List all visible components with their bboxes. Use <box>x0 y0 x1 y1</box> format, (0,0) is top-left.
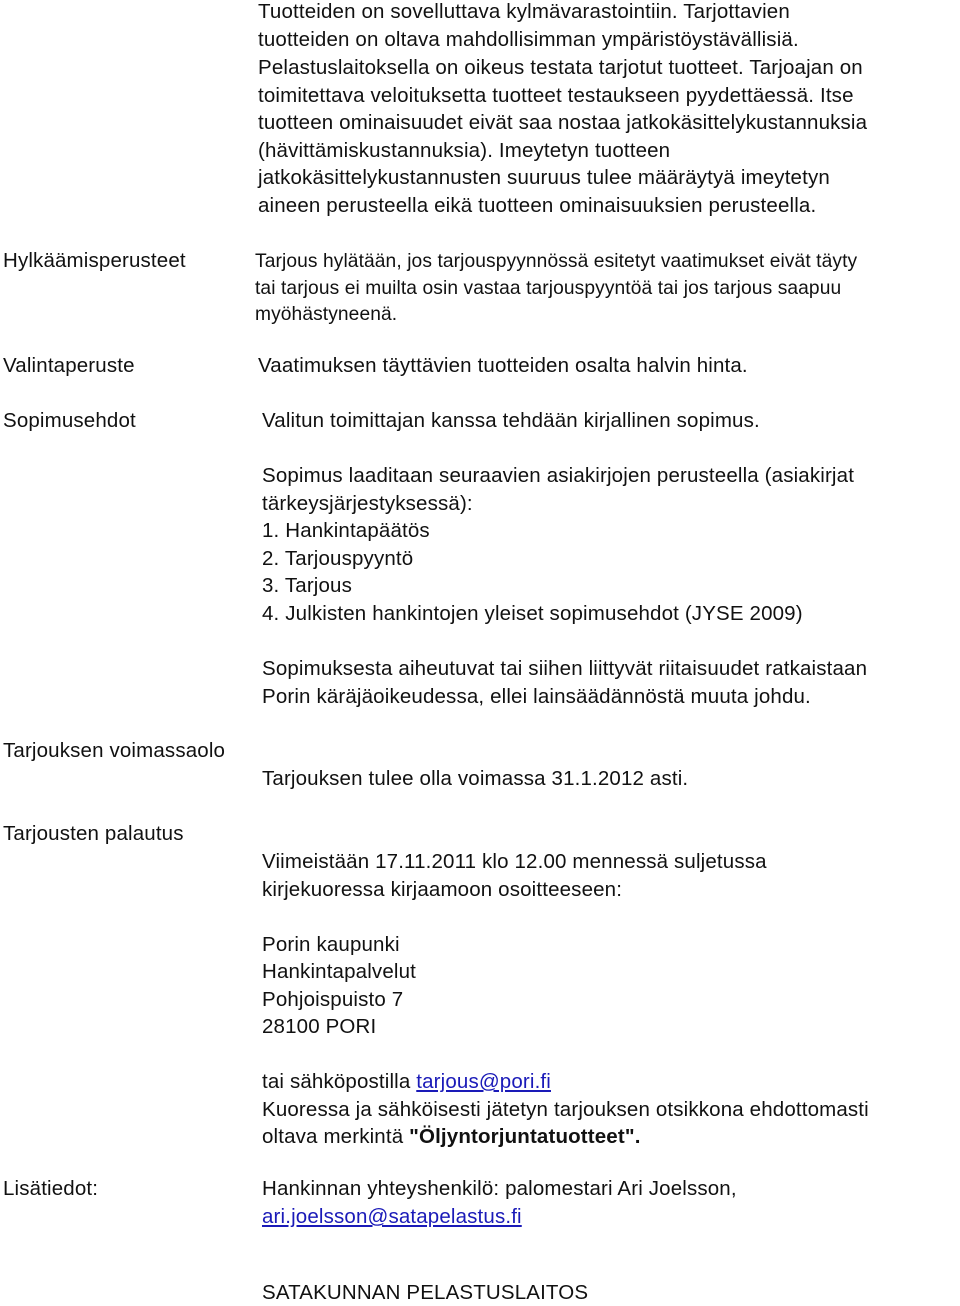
valintaperuste-text: Vaatimuksen täyttävien tuotteiden osalta halvin hinta. <box>258 354 748 377</box>
lisatiedot-label: Lisätiedot: <box>3 1177 99 1200</box>
marking-title: "Öljyntorjuntatuotteet". <box>409 1125 641 1148</box>
dispute-line: Porin käräjäoikeudessa, ellei lainsäädännöstä muuta johdu. <box>262 685 811 708</box>
email-prefix: tai sähköpostilla <box>262 1070 417 1093</box>
intro-line: tuotteen ominaisuudet eivät saa nostaa jatkokäsittelykustannuksia <box>258 111 868 134</box>
hylkaamisperusteet-line: tai tarjous ei muilta osin vastaa tarjouspyyntöä tai jos tarjous saapuu <box>255 278 842 299</box>
contact-line: Hankinnan yhteyshenkilö: palomestari Ari Joelsson, <box>262 1177 737 1200</box>
intro-line: (hävittämiskustannuksia). Imeytetyn tuotteen <box>258 139 671 162</box>
sopimus-document-item: 3. Tarjous <box>262 574 353 597</box>
valintaperuste-label: Valintaperuste <box>3 354 135 377</box>
intro-line: tuotteiden on oltava mahdollisimman ympäristöystävällisiä. <box>258 28 799 51</box>
address-line: 28100 PORI <box>262 1015 377 1038</box>
intro-line: Pelastuslaitoksella on oikeus testata tarjotut tuotteet. Tarjoajan on <box>258 56 863 79</box>
voimassaolo-label: Tarjouksen voimassaolo <box>3 739 226 762</box>
palautus-label: Tarjousten palautus <box>3 822 184 845</box>
hylkaamisperusteet-line: Tarjous hylätään, jos tarjouspyynnössä esitetyt vaatimukset eivät täyty <box>255 251 858 272</box>
sopimus-document-item: 2. Tarjouspyyntö <box>262 547 414 570</box>
intro-line: Tuotteiden on sovelluttava kylmävarastointiin. Tarjottavien <box>258 0 790 23</box>
palautus-deadline-line: Viimeistään 17.11.2011 klo 12.00 mennessä suljetussa <box>262 850 767 873</box>
intro-line: toimitettava veloituksetta tuotteet testaukseen pyydettäessä. Itse <box>258 84 854 107</box>
address-line: Pohjoispuisto 7 <box>262 988 404 1011</box>
contact-email-link[interactable]: ari.joelsson@satapelastus.fi <box>262 1205 522 1228</box>
sopimus-basis-line: tärkeysjärjestyksessä): <box>262 492 473 515</box>
sopimus-basis-line: Sopimus laaditaan seuraavien asiakirjojen perusteella (asiakirjat <box>262 464 855 487</box>
sopimus-document-item: 4. Julkisten hankintojen yleiset sopimusehdot (JYSE 2009) <box>262 602 803 625</box>
marking-prefix: oltava merkintä <box>262 1125 410 1148</box>
sopimusehdot-label: Sopimusehdot <box>3 409 136 432</box>
address-line: Hankintapalvelut <box>262 960 416 983</box>
signature: SATAKUNNAN PELASTUSLAITOS <box>262 1281 589 1304</box>
note-line: Kuoressa ja sähköisesti jätetyn tarjouksen otsikkona ehdottomasti <box>262 1098 869 1121</box>
hylkaamisperusteet-label: Hylkäämisperusteet <box>3 249 186 272</box>
marking-line <box>262 1127 641 1148</box>
contact-email-line <box>262 1207 522 1228</box>
hylkaamisperusteet-line: myöhästyneenä. <box>255 304 398 325</box>
intro-line: aineen perusteella eikä tuotteen ominaisuuksien perusteella. <box>258 194 817 217</box>
dispute-line: Sopimuksesta aiheutuvat tai siihen liittyvät riitaisuudet ratkaistaan <box>262 657 868 680</box>
submission-email-link[interactable]: tarjous@pori.fi <box>416 1070 551 1093</box>
palautus-deadline-line: kirjekuoressa kirjaamoon osoitteeseen: <box>262 878 623 901</box>
sopimusehdot-text: Valitun toimittajan kanssa tehdään kirjallinen sopimus. <box>262 409 760 432</box>
email-line <box>262 1072 551 1093</box>
address-line: Porin kaupunki <box>262 933 400 956</box>
intro-line: jatkokäsittelykustannusten suuruus tulee määräytyä imeytetyn <box>258 166 830 189</box>
voimassaolo-text: Tarjouksen tulee olla voimassa 31.1.2012 asti. <box>262 767 689 790</box>
sopimus-document-item: 1. Hankintapäätös <box>262 519 430 542</box>
